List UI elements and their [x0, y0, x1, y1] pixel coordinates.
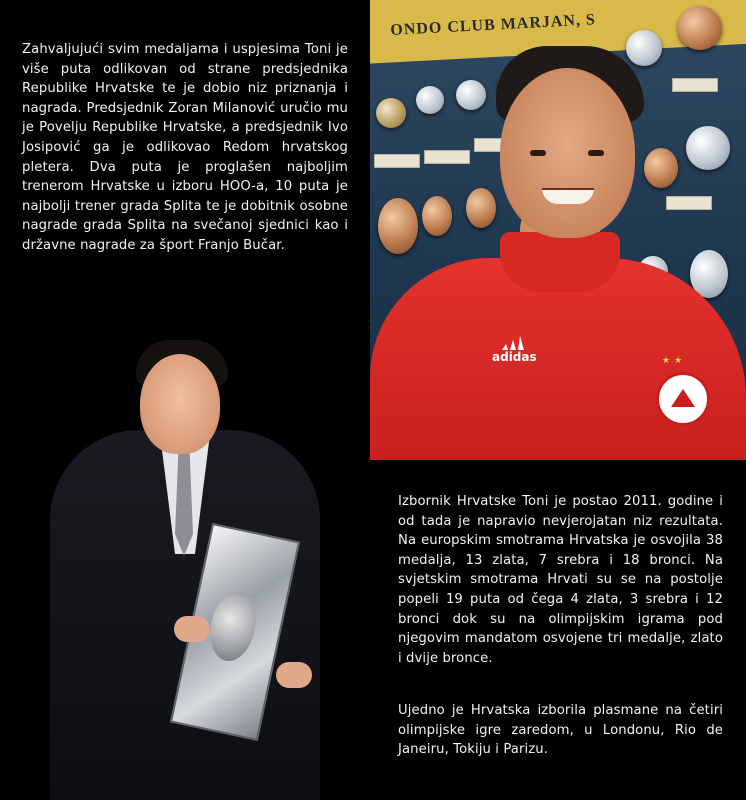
hand [174, 616, 210, 642]
crest-mountain-icon [671, 389, 695, 407]
paragraph-awards: Zahvaljujući svim medaljama i uspjesima Toni je više puta odlikovan od strane predsjednika Republike Hrvatske te je dobio niz priznanja i nagrada. Predsjednik Zoran Milanović uručio mu je Povelju Republike Hrvatske, a predsjednik Ivo Josipović ga je odlikovao Redom hrvatskog pletera. Dva puta je proglašen najboljim trenerom Hrvatske u izboru HOO-a, 10 puta je najbolji trener grada Splita te je dobitnik osobne nagrade grada Splita na svečanoj sjednici kao i državne nagrade za šport Franjo Bučar. [22, 42, 348, 253]
photo-coach-with-award [40, 330, 340, 800]
eye [588, 150, 604, 156]
eye [530, 150, 546, 156]
paragraph-olympics: Ujedno je Hrvatska izborila plasmane na četiri olimpijske igre zaredom, u Londonu, Rio de Janeiru, Tokiju i Parizu. [398, 703, 723, 758]
award-disc [204, 588, 262, 666]
brand-label: adidas [492, 350, 537, 364]
face [140, 354, 220, 454]
coach-portrait [370, 0, 746, 460]
smile [542, 188, 594, 204]
club-banner-text: ONDO CLUB MARJAN, S [390, 11, 597, 39]
hand [276, 662, 312, 688]
club-crest-icon [656, 372, 710, 426]
adidas-logo-icon [500, 334, 530, 350]
shirt-collar [500, 232, 620, 292]
photo-coach-red-shirt [370, 0, 746, 460]
paragraph-results: Izbornik Hrvatske Toni je postao 2011. godine i od tada je napravio nevjerojatan niz rezultata. Na europskim smotrama Hrvatska je osvojila 38 medalja, 13 zlata, 7 srebra i 18 bronci. Na svjetskim smotrama Hrvati su se na postolje popeli 19 puta od čega 4 zlata, 3 srebra i 12 bronci dok su na olimpijskim igrama pod njegovim mandatom osvojene tri medalje, zlato i dvije bronce. [398, 494, 723, 666]
crest-stars: ★★ [662, 356, 687, 366]
face [500, 68, 635, 238]
